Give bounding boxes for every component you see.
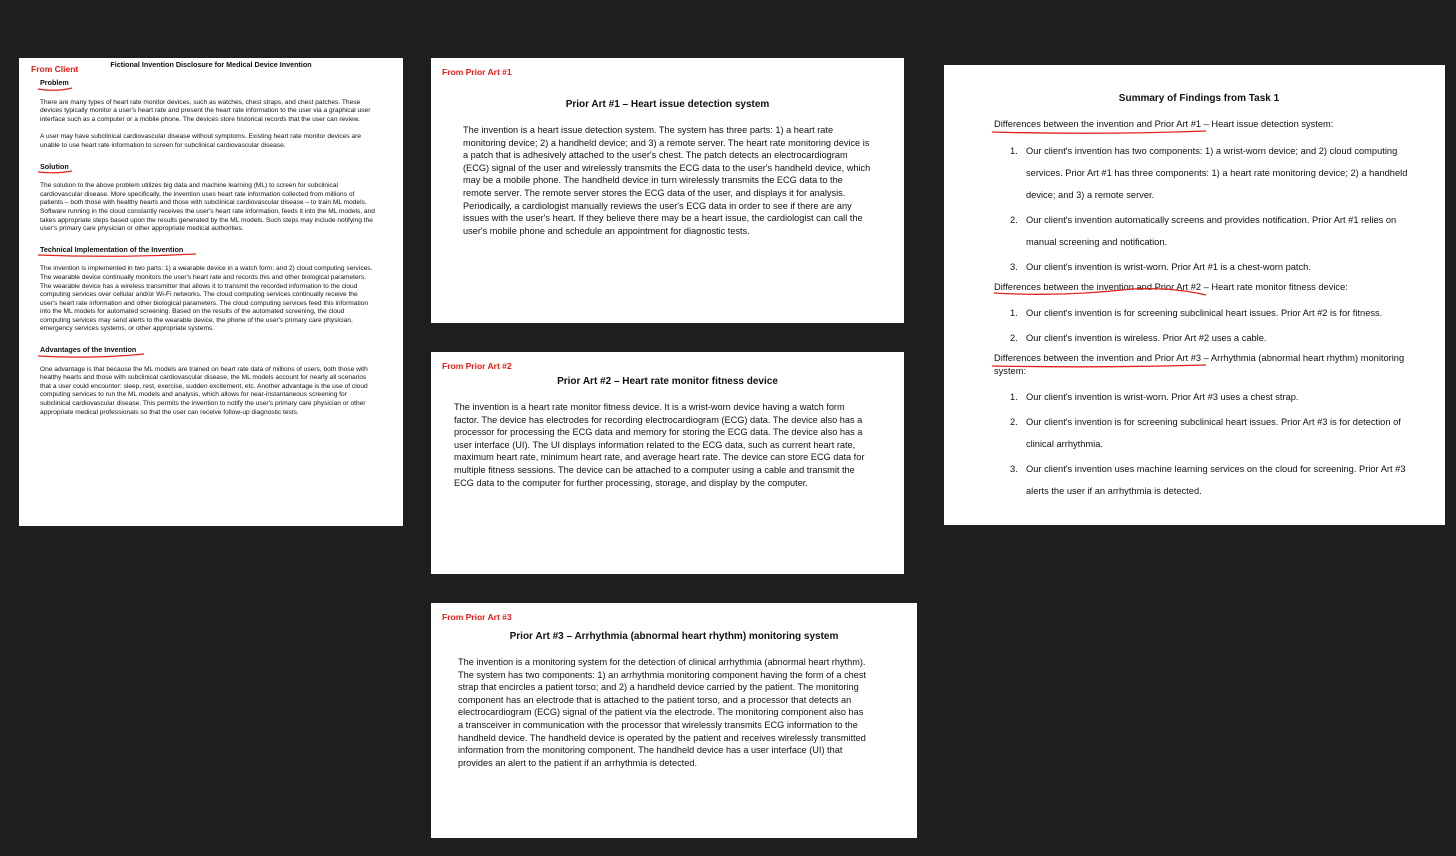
advantages-heading: Advantages of the Invention (40, 345, 137, 355)
underline-annotation (38, 252, 198, 258)
prior-art-3-page (431, 603, 917, 838)
list-item: 1. Our client's invention is wrist-worn. Prior Art #3 uses a chest strap. (1010, 392, 1299, 402)
problem-heading: Problem (40, 78, 69, 87)
problem-paragraph-2: A user may have subclinical cardiovascular disease without symptoms. Existing heart rate monitor devices are unable to use heart rate information to screen for subclinical cardiovascular disease. (40, 133, 362, 149)
list-item: 3. Our client's invention is wrist-worn. Prior Art #1 is a chest-worn patch. (1010, 261, 1311, 272)
list-item: 3. Our client's invention uses machine learning services on the cloud for screening. Prior Art #3 alerts the user if an arrhythmia is detected. (1010, 464, 1406, 496)
problem-paragraph-1: There are many types of heart rate monitor devices, such as watches, chest straps, and chest patches. These devices typically monitor a user's heart rate and present the heart rate information to the user via a graphical user interface such as a computer or a mobile phone. The devices store historical records that the user can review. (40, 98, 371, 123)
underline-annotation (38, 169, 74, 175)
advantages-paragraph: One advantage is that because the ML models are trained on heart rate data of millions of users, both those with healthy hearts and those with subclinical cardiovascular disease, the ML models account for nearly all scenarios that a user could encounter: sleep, rest, exercise, sudden excitement, etc. Another advantage is the use of cloud computing services to run the ML models and analysis, which allows for near-instantaneous screening for subclinical cardiovascular disease. This permits the invention to notify the user's primary care physician or other appropriate medical professionals so that the user can receive follow-up diagnostic tests. (40, 365, 368, 416)
prior-art-2-tag: From Prior Art #2 (442, 361, 512, 371)
underline-annotation (992, 287, 1208, 297)
list-item: 2. Our client's invention is for screening subclinical heart issues. Prior Art #3 is for detection of clinical arrhythmia. (1010, 417, 1401, 449)
list-item: 2. Our client's invention is wireless. Prior Art #2 uses a cable. (1010, 333, 1267, 343)
prior-art-1-page (431, 58, 904, 323)
difference-heading-1: Differences between the invention and Prior Art #1 – Heart issue detection system: (994, 118, 1419, 131)
prior-art-3-title: Prior Art #3 – Arrhythmia (abnormal heart rhythm) monitoring system (509, 631, 839, 642)
difference-heading-2: Differences between the invention and Prior Art #2 – Heart rate monitor fitness device: (994, 281, 1419, 294)
prior-art-2-title: Prior Art #2 – Heart rate monitor fitness device (557, 376, 778, 387)
solution-paragraph: The solution to the above problem utilizes big data and machine learning (ML) to screen for subclinical cardiovascular disease. More specifically, the invention uses heart rate information collected from millions of patients – both those with healthy hearts and those with subclinical cardiovascular disease – to train ML models. Software running in the cloud constantly receives the user's heart rate information, feeds it into the ML models, and takes appropriate steps based upon the results generated by the ML models. Such steps may include notifying the user's primary care physician or other appropriate medical authorities. (40, 182, 375, 233)
client-body (40, 79, 376, 426)
prior-art-3-tag: From Prior Art #3 (442, 612, 512, 622)
prior-art-2-page (431, 352, 904, 574)
list-item: 2. Our client's invention automatically screens and provides notification. Prior Art #1 relies on manual screening and notification. (1010, 214, 1397, 247)
technical-heading: Technical Implementation of the Invention (40, 244, 184, 254)
underline-annotation (992, 363, 1208, 369)
list-item: 1. Our client's invention is for screening subclinical heart issues. Prior Art #2 is for fitness. (1010, 308, 1383, 318)
difference-heading-3: Differences between the invention and Prior Art #3 – Arrhythmia (abnormal heart rhythm) monitoring system: (994, 353, 1405, 376)
prior-art-1-tag: From Prior Art #1 (442, 67, 512, 77)
summary-title: Summary of Findings from Task 1 (1118, 93, 1280, 104)
technical-paragraph: The invention is implemented in two parts: 1) a wearable device in a watch form; and 2) cloud computing services. The wearable device continually monitors the user's heart rate and records this and other biological parameters. The wearable device has a wireless transmitter that allows it to transmit the recorded information to the cloud computing services over cellular and/or Wi-Fi networks. The cloud computing services continually receive the user's heart rate information and other biological parameters. The cloud computing services feed this information into the ML models for automated screening. Based on the results of the automated screening, the cloud computing services may send alerts to the wearable device, the phone of the user's primary care physician, emergency services systems, or other appropriate systems. (40, 265, 373, 333)
solution-heading: Solution (40, 161, 69, 171)
prior-art-1-body: The invention is a heart issue detection system. The system has three parts: 1) a heart rate monitoring device; 2) a handheld device; and 3) a remote server. The heart rate monitoring device is a patch that is adhesively attached to the user's chest. The patch detects an electrocardiogram (ECG) signal of the user and wirelessly transmits the ECG data to the user's handheld device, which may be a mobile phone. The handheld device in turn wirelessly transmits the ECG data to the remote server. The remote server stores the ECG data of the user, and displays it for analysis. Periodically, a cardiologist manually reviews the user's ECG data in order to see if there are any issues with the user's heart. If they believe there may be a heart issue, the cardiologist can call the user's mobile phone and schedule an appointment for diagnostic tests. (463, 125, 871, 236)
summary-page (944, 65, 1445, 525)
prior-art-2-body: The invention is a heart rate monitor fitness device. It is a wrist-worn device having a watch form factor. The device has electrodes for recording electrocardiogram (ECG) data. The device also has a processor for processing the ECG data and memory for storing the ECG data. The device also has a user interface (UI). The UI displays information related to the ECG data, such as current heart rate, maximum heart rate, minimum heart rate, and average heart rate. The device can store ECG data for multiple fitness sessions. The device can be attached to a computer using a cable and transmit the ECG data to the computer for further processing, storage, and display by the computer. (454, 402, 865, 488)
underline-annotation (38, 353, 146, 359)
client-tag: From Client (31, 64, 79, 74)
prior-art-3-body: The invention is a monitoring system for the detection of clinical arrhythmia (abnormal heart rhythm). The system has two components: 1) an arrhythmia monitoring component having the form of a chest strap that encircles a patient torso; and 2) a handheld device carried by the patient. The monitoring component has an electrode that is attached to the patient torso, and a processor that detects an electrocardiogram (ECG) signal of the patient via the electrode. The monitoring component also has a transceiver in communication with the processor that wirelessly transmits ECG information to the handheld device. The handheld device is operated by the patient and receives wirelessly transmitted information from the monitoring component. The handheld device has a user interface (UI) that provides an alert to the patient if an arrhythmia is detected. (458, 657, 867, 768)
prior-art-1-title: Prior Art #1 – Heart issue detection system (565, 99, 770, 110)
summary-body (994, 118, 1419, 505)
underline-annotation (38, 86, 74, 92)
list-item: 1. Our client's invention has two components: 1) a wrist-worn device; and 2) cloud computing services. Prior Art #1 has three components: 1) a heart rate monitoring device; 2) a handheld device; and 3) a remote server. (1010, 145, 1408, 200)
client-disclosure-page (19, 58, 403, 526)
client-title: Fictional Invention Disclosure for Medical Device Invention (110, 60, 312, 69)
underline-annotation (992, 129, 1208, 135)
